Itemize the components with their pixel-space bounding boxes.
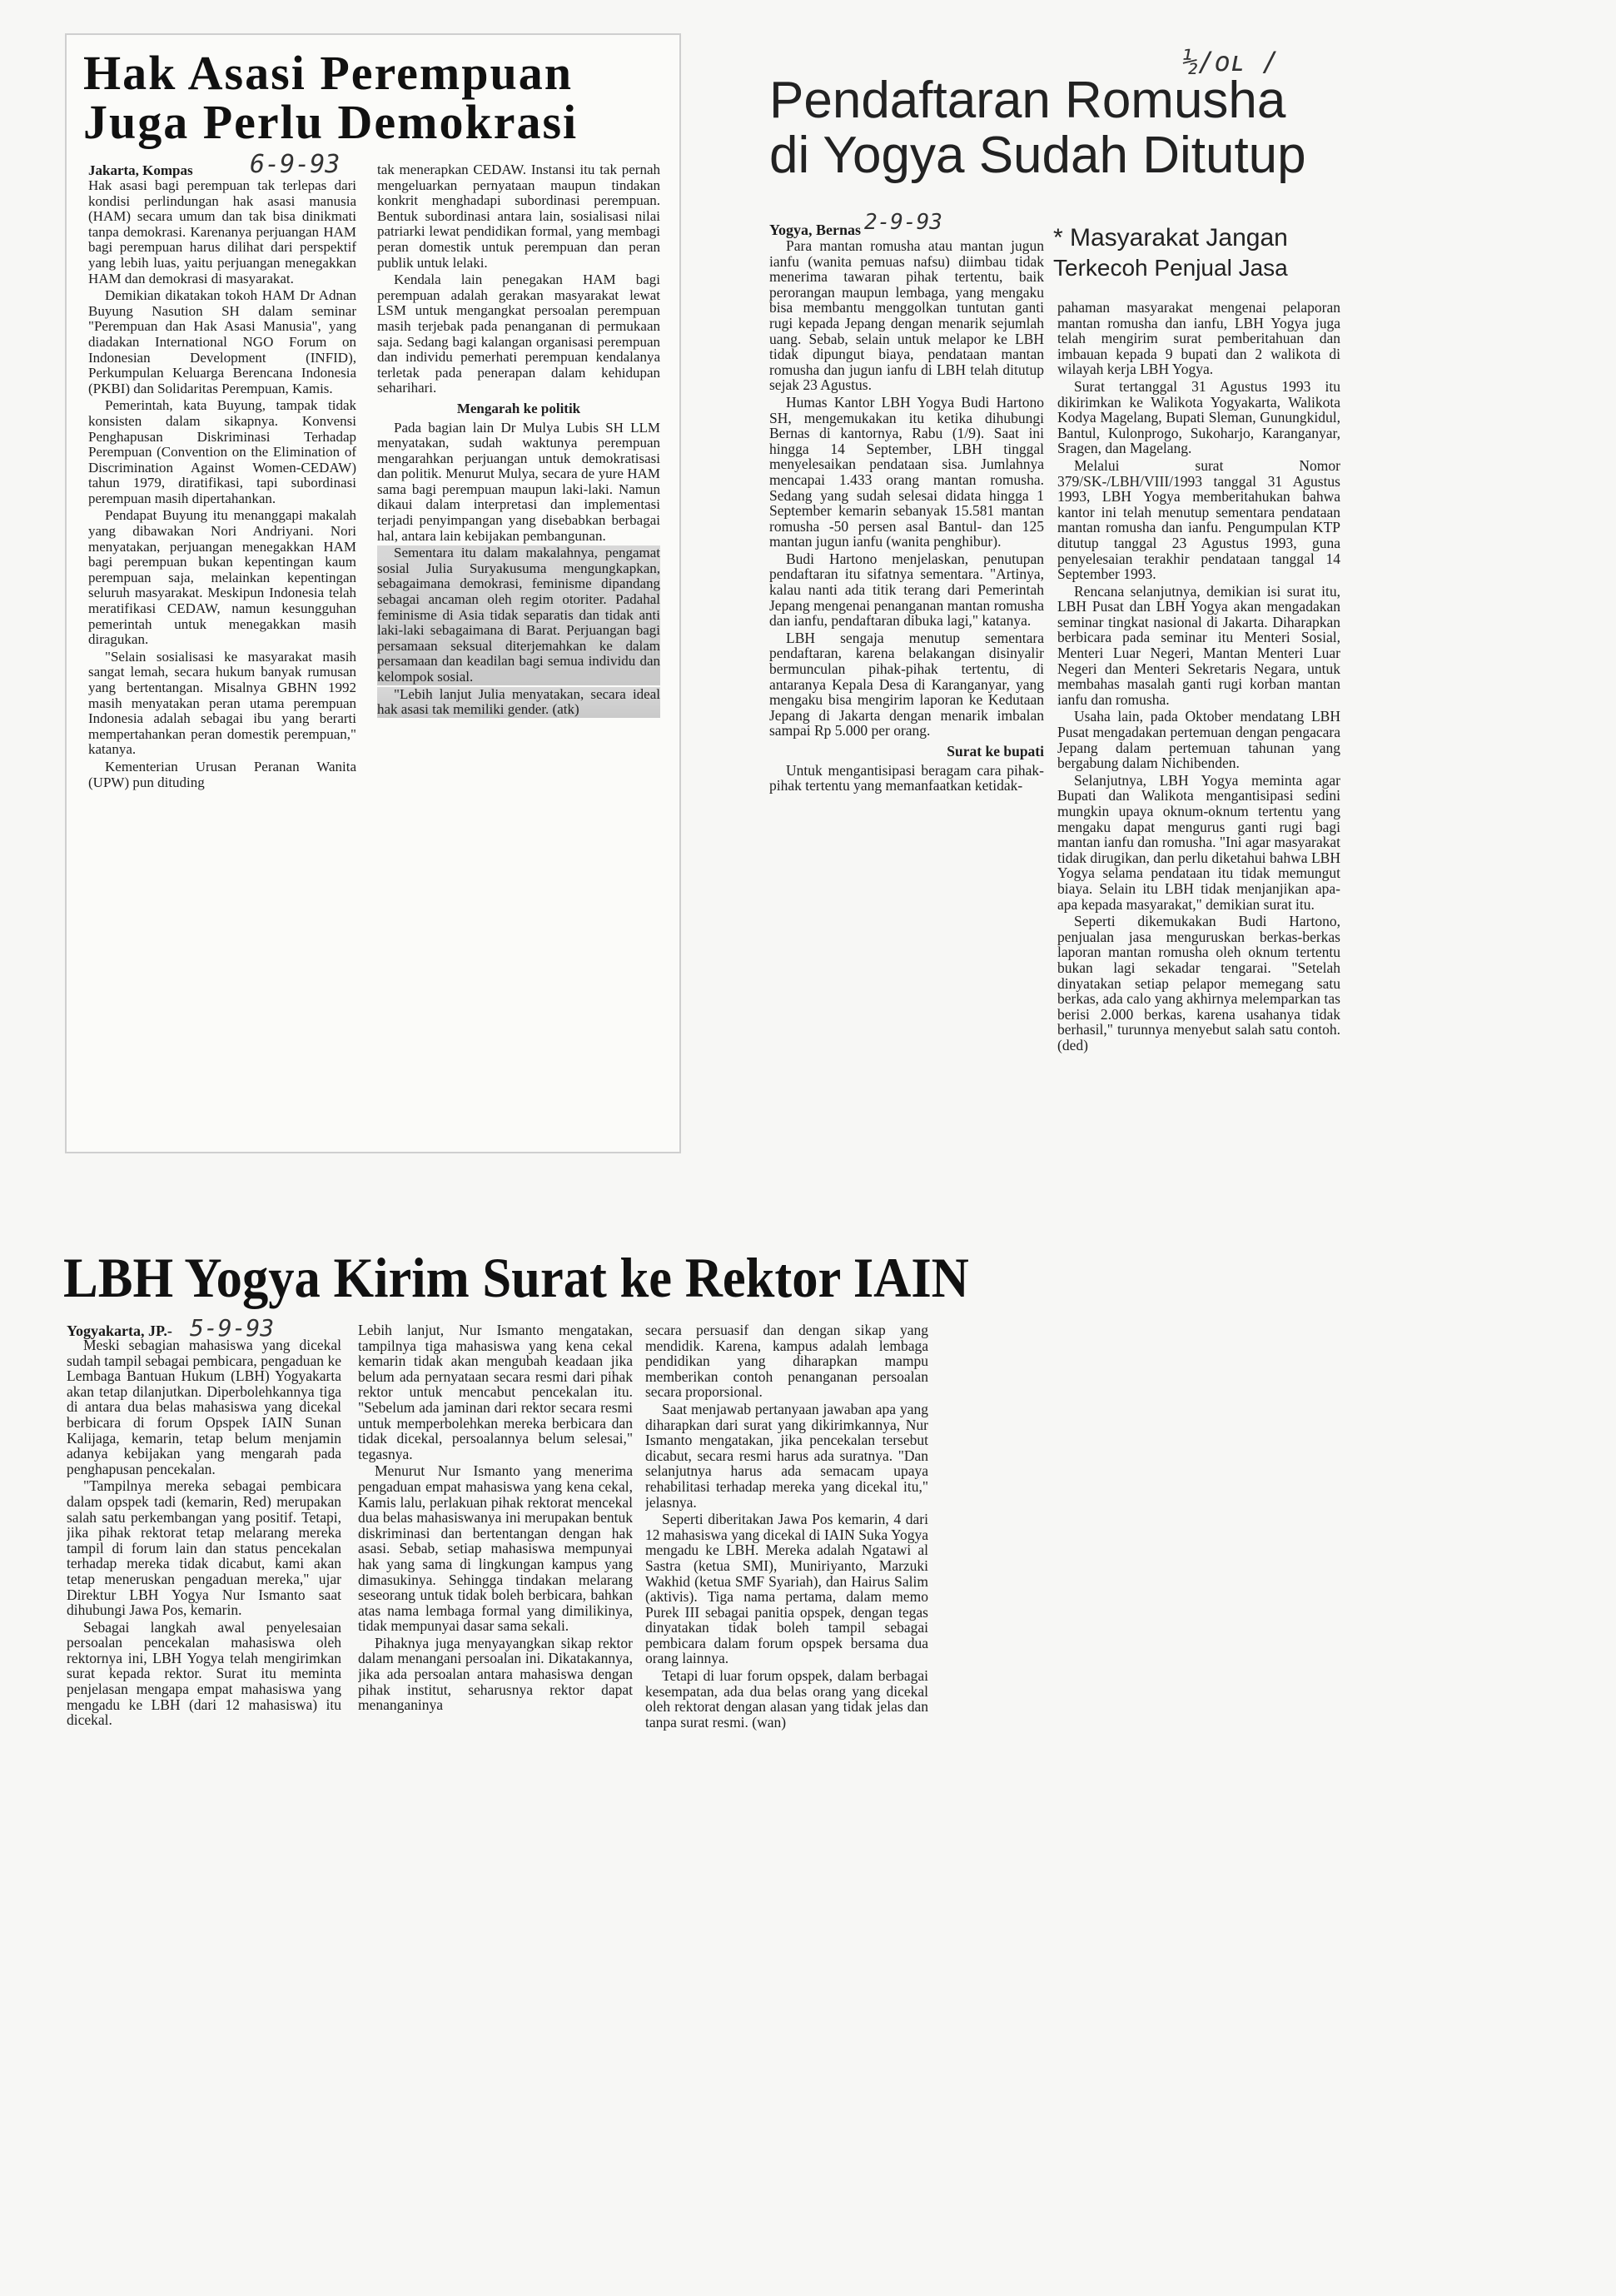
paragraph: Pihaknya juga menyayangkan sikap rektor dalam menangani persoalan ini. Dikatakannya, jika ada persoalan antara mahasiswa dengan pihak institut, seharusnya rektor dapat menanganinya [358, 1634, 633, 1714]
paragraph: pahaman masyarakat mengenai pelaporan mantan romusha dan ianfu, LBH Yogya juga telah mengirim surat pemberitahuan dan imbauan kepada 9 bupati dan 2 walikota di wilayah kerja LBH Yogya. [1057, 300, 1340, 378]
dateline [769, 222, 861, 239]
clip-border-right [679, 33, 681, 1153]
clip-border-left [65, 33, 67, 1153]
paragraph: Seperti dikemukakan Budi Hartono, penjualan jasa menguruskan berkas-berkas laporan mantan romusha oleh oknum tertentu bukan lagi sekadar tengarai. "Setelah dinyatakan setiap pelapor memegang satu berkas, ada calo yang akhirnya melemparkan tas berisi 2.000 berkas, karena usahanya tidak berhasil," turunnya menyebut salah satu contoh. (ded) [1057, 913, 1340, 1053]
paragraph: Humas Kantor LBH Yogya Budi Hartono SH, mengemukakan itu ketika dihubungi Bernas di kantornya, Rabu (1/9). Saat ini hingga 14 September, LBH tinggal menyelesaikan pendataan sisa. Jumlahnya mencapai 1.433 orang mantan romusha. Sedang yang sudah selesai didata hingga 1 September kemarin sebanyak 15.581 mantan romusha -50 persen asal Bantul- dan 125 mantan jugun ianfu (wanita penghibur). [769, 393, 1044, 550]
article-column-2 [377, 162, 660, 1145]
paragraph: Saat menjawab pertanyaan jawaban apa yang diharapkan dari surat yang dikirimkannya, Nur Ismanto mengatakan, jika pencekalan tersebut dicabut, secara resmi harus ada suratnya. "Dan selanjutnya harus ada semacam upaya rehabilitasi terhadap mereka yang dicekal itu," jelasnya. [645, 1400, 928, 1511]
subheading-line-1: * Masyarakat Jangan [1053, 224, 1288, 252]
headline-line-2: di Yogya Sudah Ditutup [769, 126, 1306, 184]
headline-line-1: Hak Asasi Perempuan [83, 46, 574, 100]
clip-border-top [65, 33, 681, 35]
paragraph: Usaha lain, pada Oktober mendatang LBH Pusat mengadakan pertemuan dengan pengacara Jepang dalam pertemuan tahunan yang bergabung dalam Nichibenden. [1057, 708, 1340, 772]
paragraph: Lebih lanjut, Nur Ismanto mengatakan, tampilnya tiga mahasiswa yang kena cekal kemarin tidak akan mengubah keadaan jika belum ada pernyataan secara resmi dari pihak rektor untuk mencabut pencekalan itu. "Sebelum ada jaminan dari rektor secara resmi untuk memperbolehkan mereka berbicara dan tidak dicekal, persoalannya belum selesai," tegasnya. [358, 1322, 633, 1462]
paragraph: Kementerian Urusan Peranan Wanita (UPW) pun dituding [88, 758, 356, 790]
section-subhead: Mengarah ke politik [456, 400, 581, 416]
paragraph: tak menerapkan CEDAW. Instansi itu tak pernah mengeluarkan pernyataan maupun tindakan konkrit menghadapi subordinasi perempuan. Bentuk subordinasi antara lain, sosialisasi nilai patriarki lewat pendidikan formal, yang membagi peran domestik untuk perempuan dan peran publik untuk lelaki. [377, 162, 660, 271]
paragraph: Rencana selanjutnya, demikian isi surat itu, LBH Pusat dan LBH Yogya akan mengadakan seminar tingkat nasional di Jakarta. Diharapkan berbicara pada seminar itu Menteri Sosial, Menteri Luar Negeri, Mantan Menteri Luar Negeri dan Menteri Sekretaris Negara, untuk membahas masalah ganti rugi korban mantan ianfu dan romusha. [1057, 582, 1340, 708]
handwritten-mark: ½/οʟ / [1182, 46, 1279, 77]
paragraph: Selanjutnya, LBH Yogya meminta agar Bupati dan Walikota mengantisipasi sedini mungkin upaya oknum-oknum tertentu yang mengaku dapat mengurus ganti rugi bagi mantan ianfu dan romusha. "Ini agar masyarakat tidak dirugikan, dan perlu diketahui bahwa LBH Yogya selama pendataan itu tidak memungut biaya. Selain itu LBH tidak menjanjikan apa-apa kepada masyarakat," demikian surat itu. [1057, 771, 1340, 913]
paragraph: LBH sengaja menutup sementara pendaftaran, karena belakangan disinyalir bermunculan pihak-pihak tertentu, di antaranya Kepala Desa di Karanganyar, yang mengaku bisa mengirim laporan ke Kedutaan Jepang di Jakarta dengan menarik imbalan sampai Rp 5.000 per orang. [769, 629, 1044, 740]
paragraph: Budi Hartono menjelaskan, penutupan pendaftaran itu sifatnya sementara. "Artinya, kalau nanti ada titik terang dari Pemerintah Jepang mengenai penanganan mantan romusha dan ianfu, pendaftaran dibuka lagi," katanya. [769, 550, 1044, 630]
clipping-jawapos [58, 1246, 974, 2015]
paragraph: Meski sebagian mahasiswa yang dicekal sudah tampil sebagai pembicara, pengaduan ke Lembaga Bantuan Hukum (LBH) Yogyakarta akan tetap dilanjutkan. Diperbolehkannya tiga di antara dua belas mahasiswa yang dicekal berbicara di forum Opspek IAIN Sunan Kalijaga, kemarin, tetap belum menjamin adanya kebijakan yang mengarah pada penghapusan pencekalan. [67, 1337, 341, 1477]
headline-line-1: Pendaftaran Romusha [769, 72, 1286, 129]
handwritten-date: 5-9-93 [190, 1314, 275, 1342]
paragraph: "Lebih lanjut Julia menyatakan, secara ideal hak asasi tak memiliki gender. (atk) [377, 685, 660, 718]
paragraph: Kendala lain penegakan HAM bagi perempuan adalah gerakan masyarakat lewat LSM untuk mengangkat persoalan perempuan masih terjebak pada penanganan di permukaan saja. Sedang bagi kalangan organisasi perempuan dan individu pemerhati perempuan kendalanya terletak pada penerapan dalam kehidupan seharihari. [377, 271, 660, 396]
headline-line-2: Juga Perlu Demokrasi [83, 95, 579, 150]
article-column-2 [1057, 300, 1340, 1749]
paragraph: secara persuasif dan dengan sikap yang mendidik. Karena, kampus adalah lembaga pendidikan yang diharapkan mampu memberikan contoh penanganan persoalan secara proporsional. [645, 1322, 928, 1401]
handwritten-date: 6-9-93 [250, 150, 341, 179]
paragraph: Pada bagian lain Dr Mulya Lubis SH LLM menyatakan, sudah waktunya perempuan mengarahkan perjuangan untuk demokratisasi dan politik. Menurut Mulya, secara de yure HAM sama bagi perempuan maupun laki-laki. Namun dikaui dalam interpretasi dan implementasi terjadi penyimpangan yang disebabkan berbagai hal, antara lain kebijakan pembangunan. [377, 419, 660, 544]
article-column-3 [645, 1322, 928, 1989]
dateline-place: Yogyakarta, JP.- [67, 1322, 172, 1339]
article-subheading [1053, 223, 1411, 283]
article-column-1 [88, 178, 356, 1144]
headline [769, 73, 1306, 182]
paragraph: Untuk mengantisipasi beragam cara pihak-pihak tertentu yang memanfaatkan ketidak- [769, 761, 1044, 794]
paragraph: Menurut Nur Ismanto yang menerima pengaduan empat mahasiswa yang kena cekal, Kamis lalu, perlakuan pihak rektorat mencekal dua belas mahasiswanya ini merupakan bentuk diskriminasi dan bertentangan dengan hak asasi. Sebab, setiap mahasiswa mempunyai hak yang sama di lingkungan kampus yang dimasukinya. Sehingga tindakan melarang seseorang untuk tidak boleh berbicara, bahkan atas nama lembaga formal yang dimilikinya, tidak mempunyai dasar sama sekali. [358, 1462, 633, 1635]
paragraph: Seperti diberitakan Jawa Pos kemarin, 4 dari 12 mahasiswa yang dicekal di IAIN Suka Yogya mengadu ke LBH. Mereka adalah Ngatawi al Sastra (ketua SMI), Muniriyanto, Marzuki Wakhid (ketua SMF Syariah), dan Hairus Salim (aktivis). Tiga nama pertama, dalam memo Purek III sebagai panitia opspek, dengan tegas dinyatakan tidak boleh tampil sebagai pembicara dalam forum opspek bersama dua orang lainnya. [645, 1511, 928, 1667]
paragraph: Hak asasi bagi perempuan tak terlepas dari kondisi perlindungan hak asasi manusia (HAM) secara umum dan tak bisa dinikmati tanpa demokrasi. Karenanya perjuangan HAM bagi perempuan harus dilihat dari perspektif yang lebih luas, yaitu perjuangan menegakkan HAM dan demokrasi di masyarakat. [88, 178, 356, 286]
paragraph: Sebagai langkah awal penyelesaian persoalan pencekalan mahasiswa oleh rektornya ini, LBH Yogya telah mengirimkan surat kepada rektor. Surat itu meminta penjelasan mengapa empat mahasiswa yang mengadu ke LBH (dari 12 mahasiswa) itu dicekal. [67, 1618, 341, 1729]
article-column-1 [769, 238, 1044, 1259]
dateline-place: Yogya, Bernas [769, 222, 862, 238]
section-subhead: Surat ke bupati [947, 743, 1044, 760]
paragraph: Pendapat Buyung itu menanggapi makalah yang dibawakan Nori Andriyani. Nori menyatakan, perjuangan menegakkan HAM bagi perempuan bukan kepentingan kaum perempuan saja, melainkan kepentingan seluruh masyarakat. Meskipun Indonesia telah meratifikasi CEDAW, namun kesungguhan pemerintah untuk menegakkan masih diragukan. [88, 507, 356, 648]
paragraph: Pemerintah, kata Buyung, tampak tidak konsisten dalam sikapnya. Konvensi Penghapusan Diskriminasi Terhadap Perempuan (Convention on the Elimination of Discrimination Against Women-CEDAW) tahun 1979, diratifikasi, tapi subordinasi perempuan masih dipertahankan. [88, 397, 356, 506]
paragraph: Tetapi di luar forum opspek, dalam berbagai kesempatan, ada dua belas orang yang dicekal oleh rektorat dengan alasan yang tidak jelas dan tanpa surat resmi. (wan) [645, 1667, 928, 1731]
paragraph: Demikian dikatakan tokoh HAM Dr Adnan Buyung Nasution SH dalam seminar "Perempuan dan Hak Asasi Manusia", yang diadakan International NGO Forum on Indonesian Development (INFID), Perkumpulan Keluarga Berencana Indonesia (PKBI) dan Solidaritas Perempuan, Kamis. [88, 287, 356, 396]
paragraph: Surat tertanggal 31 Agustus 1993 itu dikirimkan ke Walikota Yogyakarta, Walikota Kodya Magelang, Bupati Sleman, Gunungkidul, Bantul, Kulonprogo, Sukoharjo, Karanganyar, Sragen, dan Magelang. [1057, 377, 1340, 457]
paragraph: Sementara itu dalam makalahnya, pengamat sosial Julia Suryakusuma mengungkapkan, sebagaimana demokrasi, feminisme dipandang sebagai ancaman oleh regim otoriter. Padahal feminisme di Asia tidak separatis dan tidak anti laki-laki sebagaimana di Barat. Perjuangan bagi persamaan seksual diterjemahkan ke dalam persamaan dan keadilan bagi semua individu dan kelompok sosial. [377, 545, 660, 685]
paragraph: "Tampilnya mereka sebagai pembicara dalam opspek tadi (kemarin, Red) merupakan salah satu perkembangan yang positif. Tetapi, jika pihak rektorat tetap melarang mereka tampil di forum lain dan status pencekalan terhadap mereka tidak dicabut, kami akan tetap meneruskan pengaduan mereka," ujar Direktur LBH Yogya Nur Ismanto saat dihubungi Jawa Pos, kemarin. [67, 1477, 341, 1619]
subheading-line-2: Terkecoh Penjual Jasa [1053, 255, 1288, 281]
paragraph: Melalui surat Nomor 379/SK-/LBH/VIII/1993 tanggal 31 Agustus 1993, LBH Yogya memberitahukan bahwa kantor ini telah menutup sementara pendataan mantan romusha dan ianfu. Pengumpulan KTP ditutup tanggal 23 Agustus 1993, guna penyelesaian terakhir pendataan tanggal 14 September 1993. [1057, 456, 1340, 583]
dateline [88, 162, 193, 179]
headline: LBH Yogya Kirim Surat ke Rektor IAIN [63, 1246, 969, 1309]
article-column-1 [67, 1337, 341, 1987]
clip-border-bottom [65, 1152, 681, 1153]
clipping-kompas [65, 33, 681, 1153]
headline [83, 46, 579, 150]
paragraph: "Selain sosialisasi ke masyarakat masih sangat lemah, secara hukum banyak rumusan yang bertentangan. Misalnya GBHN 1992 masih menyatakan peran utama perempuan Indonesia adalah sebagai ibu yang berarti mempertahankan peran domestik perempuan," katanya. [88, 648, 356, 758]
article-column-2 [358, 1322, 633, 1989]
handwritten-date: 2-9-93 [864, 210, 942, 235]
dateline-place: Jakarta, Kompas [88, 162, 193, 178]
paragraph: Para mantan romusha atau mantan jugun ianfu (wanita pemuas nafsu) diimbau tidak menerima tawaran pihak tertentu, baik perorangan maupun lembaga, yang mengaku bisa membantu menggolkan tuntutan ganti rugi kepada Jepang dengan menarik sejumlah uang. Sebab, selain untuk melapor ke LBH tidak dipungut biaya, pendataan mantan romusha dan jugun ianfu di LBH telah ditutup sejak 23 Agustus. [769, 238, 1044, 394]
